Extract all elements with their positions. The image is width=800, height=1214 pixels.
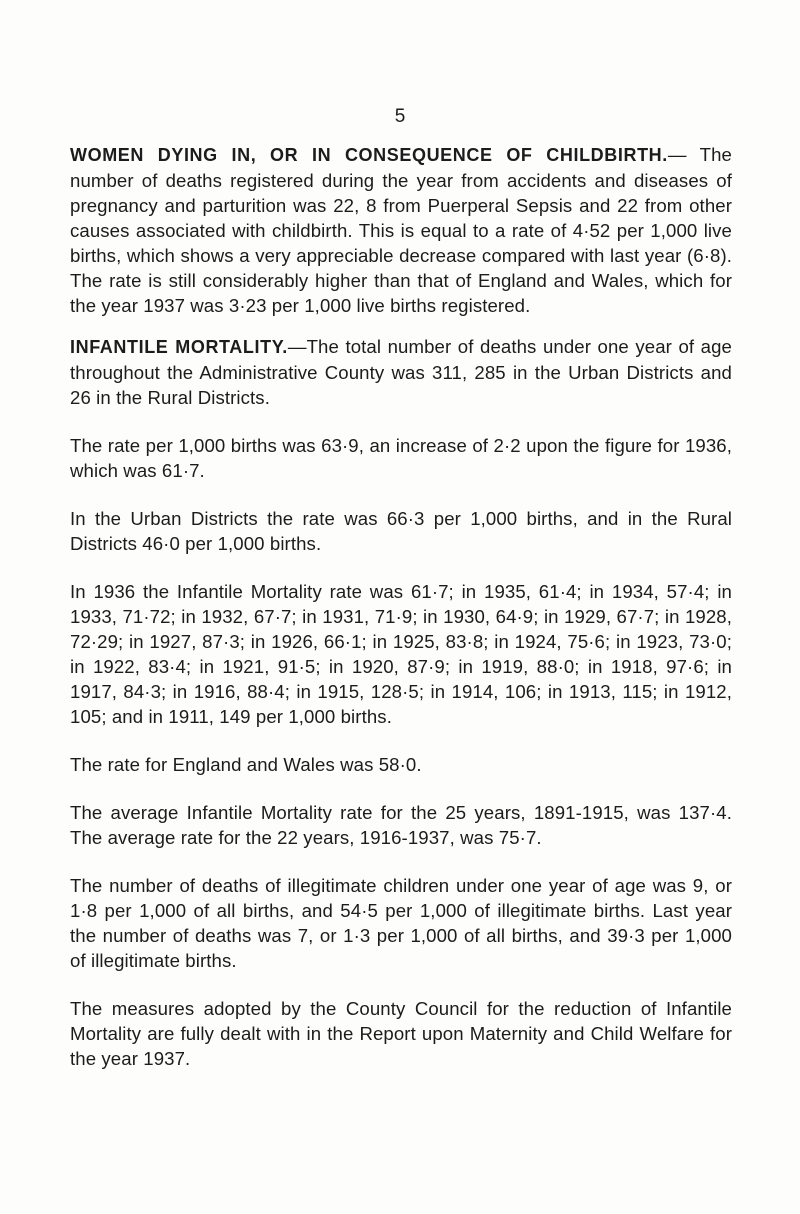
paragraph-history: In 1936 the Infantile Mortality rate was 61·7; in 1935, 61·4; in 1934, 57·4; in 1933, 71·72; in 1932, 67·7; in 1931, 71·9; in 1930, 64·9; in 1929, 67·7; in 1928, 72·29; in 1927, 87·3; in 1926, 66·1; in 1925, 83·8; in 1924, 75·6; in 1923, 73·0; in 1922, 83·4; in 1921, 91·5; in 1920, 87·9; in 1919, 88·0; in 1918, 97·6; in 1917, 84·3; in 1916, 88·4; in 1915, 128·5; in 1914, 106; in 1913, 115; in 1912, 105; and in 1911, 149 per 1,000 births. — [70, 581, 732, 727]
paragraph-england-wales: The rate for England and Wales was 58·0. — [70, 754, 422, 775]
page-number: 5 — [394, 106, 406, 127]
paragraph-rate-1936: The rate per 1,000 births was 63·9, an increase of 2·2 upon the figure for 1936, which was 61·7. — [70, 435, 732, 481]
document-body — [70, 142, 732, 1071]
paragraph-infantile-mortality — [70, 334, 732, 410]
paragraph-measures: The measures adopted by the County Council for the reduction of Infantile Mortality are fully dealt with in the Report upon Maternity and Child Welfare for the year 1937. — [70, 998, 732, 1069]
paragraph-urban-rural: In the Urban Districts the rate was 66·3 per 1,000 births, and in the Rural Districts 46·0 per 1,000 births. — [70, 508, 732, 554]
paragraph-illegitimate: The number of deaths of illegitimate children under one year of age was 9, or 1·8 per 1,000 of all births, and 54·5 per 1,000 of illegitimate births. Last year the number of deaths was 7, or 1·3 per 1,000 of all births, and 39·3 per 1,000 of illegitimate births. — [70, 875, 732, 971]
paragraph-text: — The number of deaths registered during the year from accidents and diseases of pregnancy and parturition was 22, 8 from Puerperal Sepsis and 22 from other causes associated with childbirth. This is equal to a rate of 4·52 per 1,000 live births, which shows a very appreciable decrease compared with last year (6·8). The rate is still considerably higher than that of England and Wales, which for the year 1937 was 3·23 per 1,000 live births registered. — [70, 144, 732, 316]
section-heading-maternal: WOMEN DYING IN, OR IN CONSEQUENCE OF CHILDBIRTH. — [70, 145, 668, 165]
paragraph-averages: The average Infantile Mortality rate for the 25 years, 1891-1915, was 137·4. The average rate for the 22 years, 1916-1937, was 75·7. — [70, 802, 732, 848]
paragraph-maternal-deaths — [70, 142, 732, 318]
section-heading-infantile: INFANTILE MORTALITY. — [70, 337, 288, 357]
paragraph-text: —The total number of deaths under one year of age throughout the Administrative County was 311, 285 in the Urban Districts and 26 in the Rural Districts. — [70, 336, 732, 408]
